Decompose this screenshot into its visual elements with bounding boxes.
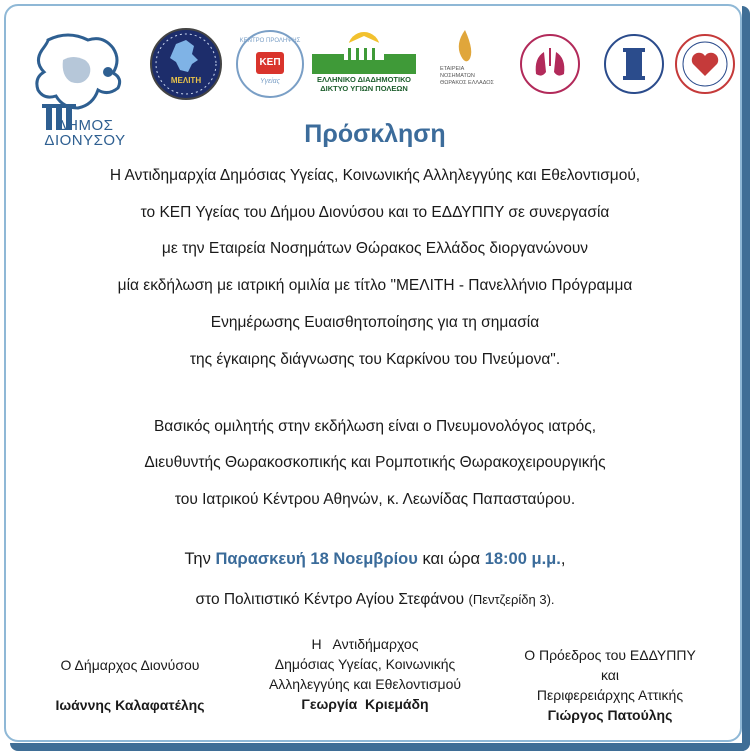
president-signature — [495, 645, 725, 725]
city-skyline-icon — [312, 28, 416, 74]
column-icon — [606, 36, 662, 92]
deputy-name: Γεωργία Κριεμάδη — [301, 696, 429, 712]
eddyppy-logo — [312, 28, 416, 92]
deputy-role-2: Δημόσιας Υγείας, Κοινωνικής — [274, 656, 456, 672]
lung-flame-icon — [440, 28, 490, 66]
dimos-line1: ΔΗΜΟΣ — [56, 117, 114, 134]
eddyppy-line2: ΔΙΚΤΥΟ ΥΓΙΩΝ ΠΟΛΕΩΝ — [320, 84, 408, 93]
event-prefix: Την — [184, 550, 211, 568]
president-name: Γιώργος Πατούλης — [547, 707, 673, 723]
event-date: Παρασκευή 18 Νοεμβρίου — [215, 550, 418, 568]
kep-center-text: ΚΕΠ — [259, 57, 281, 68]
speaker-line-2: Διευθυντής Θωρακοσκοπικής και Ρομποτικής Θωρακοχειρουργικής — [144, 454, 606, 471]
mayor-role: Ο Δήμαρχος Διονύσου — [60, 657, 200, 673]
event-time: 18:00 μ.μ. — [484, 550, 561, 568]
frame-shadow-bottom — [10, 743, 750, 751]
eddyppy-line1: ΕΛΛΗΝΙΚΟ ΔΙΑΔΗΜΟΤΙΚΟ — [317, 75, 411, 84]
deputy-signature — [245, 634, 485, 714]
etaireia-label: ΕΤΑΙΡΕΙΑ ΝΟΣΗΜΑΤΩΝ ΘΩΡΑΚΟΣ ΕΛΛΑΔΟΣ — [440, 66, 494, 86]
melith-label: ΜΕΛΙΤΗ — [170, 76, 202, 85]
pulmonology-society-logo — [520, 34, 580, 94]
page-title: Πρόσκληση — [304, 120, 446, 148]
speaker-line-1: Βασικός ομιλητής στην εκδήλωση είναι ο Πνευμονολόγος ιατρός, — [153, 418, 597, 435]
deputy-role-3: Αλληλεγγύης και Εθελοντισμού — [268, 676, 462, 692]
speaker-line-3: του Ιατρικού Κέντρου Αθηνών, κ. Λεωνίδας Παπασταύρου. — [174, 491, 576, 508]
lungs-icon — [522, 36, 578, 92]
mayor-signature — [30, 655, 230, 715]
deputy-role-1: Η Αντιδήμαρχος — [311, 636, 419, 652]
dimos-line2: ΔΙΟΝΥΣΟΥ — [44, 132, 126, 149]
president-role-1: Ο Πρόεδρος του ΕΔΔΥΠΠΥ — [524, 647, 696, 663]
event-address: (Πεντζερίδη 3). — [468, 592, 555, 607]
kep-ring-text: ΚΕΝΤΡΟ ΠΡΟΛΗΨΗΣ — [239, 38, 301, 44]
body-line-1: Η Αντιδημαρχία Δημόσιας Υγείας, Κοινωνικής Αλληλεγγύης και Εθελοντισμού, — [109, 167, 641, 184]
kep-logo — [236, 30, 304, 98]
event-date-line — [0, 550, 750, 569]
kep-bottom-text: Υγείας — [259, 78, 281, 85]
heart-icon — [677, 36, 733, 92]
body-line-2: το ΚΕΠ Υγείας του Δήμου Διονύσου και το ΕΔΔΥΠΠΥ σε συνεργασία — [140, 204, 610, 221]
body-line-3: με την Εταιρεία Νοσημάτων Θώρακος Ελλάδος διοργανώνουν — [161, 240, 589, 257]
president-role-2: και — [600, 667, 620, 683]
event-mid: και ώρα — [422, 550, 481, 568]
logo-strip — [0, 0, 750, 149]
president-role-3: Περιφερειάρχης Αττικής — [536, 687, 684, 703]
etaireia-thorakos-logo — [440, 28, 494, 92]
mayor-name: Ιωάννης Καλαφατέλης — [55, 697, 205, 713]
body-line-6: της έγκαιρης διάγνωσης του Καρκίνου του Πνεύμονα". — [189, 351, 561, 368]
pneumonology-hellenic-society-logo — [604, 34, 664, 94]
event-venue-line — [0, 591, 750, 609]
body-line-4: μία εκδήλωση με ιατρική ομιλία με τίτλο "ΜΕΛΙΤΗ - Πανελλήνιο Πρόγραμμα — [117, 277, 633, 294]
melith-logo — [150, 28, 222, 100]
body-line-5: Ενημέρωσης Ευαισθητοποίησης για τη σημασία — [210, 314, 540, 331]
greece-map-icon — [152, 30, 220, 98]
cardio-society-logo — [675, 34, 735, 94]
event-suffix: , — [560, 550, 566, 568]
event-venue: στο Πολιτιστικό Κέντρο Αγίου Στεφάνου — [195, 591, 465, 608]
